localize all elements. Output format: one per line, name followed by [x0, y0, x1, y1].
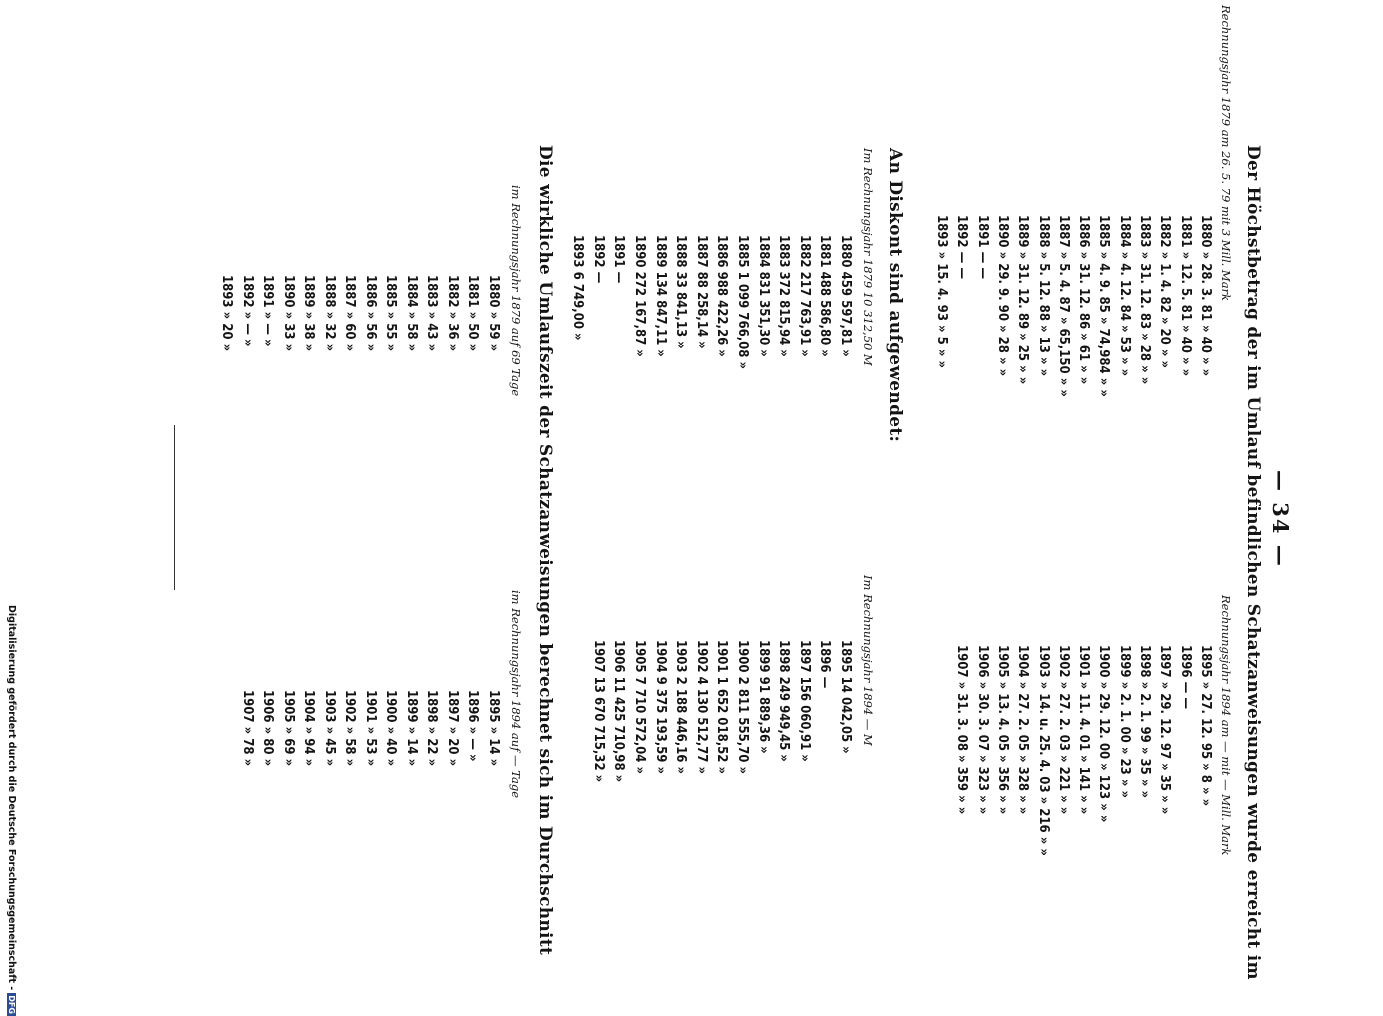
section2-row: 1885 1 099 766,08 »	[735, 235, 750, 370]
section3-row: 1895 » 14 »	[486, 690, 501, 767]
section2-row: 1881 488 586,80 »	[817, 235, 833, 357]
section3-row: 1897 » 20 »	[445, 690, 460, 767]
section3-row: 1893 » 20 »	[219, 275, 235, 352]
section2-row: 1898 249 949,45 »	[776, 640, 792, 762]
section3-row: 1883 » 43 »	[424, 275, 440, 352]
section2-row: 1893 6 749,00 »	[570, 235, 586, 341]
section3-row: 1898 » 22 »	[424, 690, 440, 767]
page-number: — 34 —	[1268, 470, 1293, 568]
section2-row: 1880 459 597,81 »	[838, 235, 853, 357]
footer-credit	[6, 605, 17, 1016]
section3-row: 1891 » — »	[260, 275, 276, 347]
section2-row: 1884 831 351,30 »	[755, 235, 771, 357]
section3-row: 1890 » 33 »	[281, 275, 296, 352]
section1-row: 1886 » 31. 12. 86 » 61 » »	[1076, 215, 1092, 385]
section3-row: 1889 » 38 »	[301, 275, 317, 352]
section3-row: 1884 » 58 »	[404, 275, 419, 352]
section2-row: 1899 91 889,36 »	[755, 640, 771, 754]
section1-row: 1895 » 27. 12. 95 » 8 » »	[1198, 645, 1213, 807]
section3-row: 1882 » 36 »	[445, 275, 460, 352]
section1-row: 1906 » 30. 3. 07 » 323 » »	[974, 645, 990, 815]
footer-credit-text: Digitalisierung gefördert durch die Deutsche Forschungsgemeinschaft -	[6, 605, 17, 991]
section3-row: 1888 » 32 »	[322, 275, 337, 352]
section2-row: 1901 1 652 018,52 »	[714, 640, 730, 775]
section1-row: 1891 — —	[974, 215, 990, 280]
section1-row: 1898 » 2. 1. 99 » 35 » »	[1137, 645, 1153, 799]
section3-row: 1885 » 55 »	[383, 275, 399, 352]
section1-row: 1904 » 27. 2. 05 » 328 » »	[1015, 645, 1031, 815]
section2-row: 1903 2 188 446,16 »	[673, 640, 689, 775]
section1-row: 1899 » 2. 1. 00 » 23 » »	[1116, 645, 1132, 799]
section2-row: 1896 —	[817, 640, 833, 689]
section2-row: 1907 13 670 715,32 »	[590, 640, 606, 783]
section3-row: 1886 » 56 »	[363, 275, 378, 352]
section3-row: 1900 » 40 »	[383, 690, 399, 767]
section1-row: 1885 » 4. 9. 85 » 74,984 » »	[1096, 215, 1112, 397]
section2-row: 1887 88 258,14 »	[693, 235, 709, 349]
section1-row: 1889 » 31. 12. 89 » 25 » »	[1015, 215, 1031, 385]
section3-row: 1899 » 14 »	[404, 690, 419, 767]
section1-row: 1883 » 31. 12. 83 » 28 » »	[1137, 215, 1153, 385]
section1-row: 1887 » 5. 4. 87 » 65,150 » »	[1055, 215, 1071, 397]
section3-row: 1907 » 78 »	[240, 690, 255, 767]
end-rule	[174, 425, 175, 590]
section1-row: 1905 » 13. 4. 05 » 356 » »	[995, 645, 1010, 815]
section1-row: 1902 » 27. 2. 03 » 221 » »	[1055, 645, 1071, 815]
section3-row: 1901 » 53 »	[363, 690, 378, 767]
section3-left-header: im Rechnungsjahr 1879 auf 69 Tage	[509, 185, 523, 397]
section2-row: 1882 217 763,91 »	[796, 235, 812, 357]
section1-row: 1896 — —	[1177, 645, 1193, 710]
section2-row: 1889 134 847,11 »	[652, 235, 668, 357]
section2-row: 1902 4 130 512,77 »	[693, 640, 709, 775]
section2-row: 1888 33 841,13 »	[673, 235, 689, 349]
section3-row: 1902 » 58 »	[342, 690, 358, 767]
section2-row: 1900 2 811 555,70 »	[735, 640, 750, 775]
section3-row: 1896 » — »	[465, 690, 481, 762]
section1-row: 1907 » 31. 3. 08 » 359 » »	[954, 645, 970, 815]
section1-row: 1897 » 29. 12. 97 » 35 » »	[1157, 645, 1173, 815]
section1-row: 1880 » 28. 3. 81 » 40 » »	[1198, 215, 1213, 377]
section3-row: 1903 » 45 »	[322, 690, 337, 767]
section2-row: 1897 156 060,91 »	[796, 640, 812, 762]
section3-row: 1892 » — »	[240, 275, 255, 347]
section1-row: 1893 » 15. 4. 93 » 5 » »	[934, 215, 950, 369]
section2-row: 1895 14 042,05 »	[838, 640, 853, 754]
section2-heading: An Diskont sind aufgewendet:	[885, 148, 905, 443]
section1-row: 1900 » 29. 12. 00 » 123 » »	[1096, 645, 1112, 823]
section2-row: 1891 —	[611, 235, 627, 284]
section1-row: 1888 » 5. 12. 88 » 13 » »	[1035, 215, 1051, 377]
section1-row: 1884 » 4. 12. 84 » 53 » »	[1116, 215, 1132, 377]
section1-right-header: Rechnungsjahr 1894 am — mit — Mill. Mark	[1219, 595, 1233, 856]
section1-row: 1892 — —	[954, 215, 970, 280]
section3-row: 1880 » 59 »	[486, 275, 501, 352]
section2-row: 1890 272 167,87 »	[632, 235, 647, 357]
section2-row: 1906 11 425 710,98 »	[611, 640, 627, 783]
section1-row: 1890 » 29. 9. 90 » 28 » »	[995, 215, 1010, 377]
section3-row: 1881 » 50 »	[465, 275, 481, 352]
section3-row: 1904 » 94 »	[301, 690, 317, 767]
section3-right-header: im Rechnungsjahr 1894 auf — Tage	[509, 590, 523, 799]
section2-row: 1904 9 375 193,59 »	[652, 640, 668, 775]
section3-row: 1905 » 69 »	[281, 690, 296, 767]
dfg-logo: DFG	[7, 995, 16, 1014]
section2-row: 1883 372 815,94 »	[776, 235, 792, 357]
section2-row: 1892 —	[590, 235, 606, 284]
section3-heading: Die wirkliche Umlaufszeit der Schatzanweisungen berechnet sich im Durchschnitt	[535, 145, 555, 956]
section1-row: 1882 » 1. 4. 82 » 20 » »	[1157, 215, 1173, 369]
section1-row: 1881 » 12. 5. 81 » 40 » »	[1177, 215, 1193, 377]
section3-row: 1887 » 60 »	[342, 275, 358, 352]
section2-row: 1905 7 710 572,04 »	[632, 640, 647, 775]
section3-row: 1906 » 80 »	[260, 690, 276, 767]
section1-heading: Der Höchstbetrag der im Umlauf befindlichen Schatzanweisungen wurde erreicht im	[1243, 145, 1263, 980]
section1-left-header: Rechnungsjahr 1879 am 26. 5. 79 mit 3 Mill. Mark	[1219, 5, 1233, 302]
section2-left-header: Im Rechnungsjahr 1879 10 312,50 M	[861, 148, 875, 366]
section2-row: 1886 988 422,26 »	[714, 235, 730, 357]
section2-right-header: Im Rechnungsjahr 1894 — M	[861, 575, 875, 746]
section1-row: 1901 » 11. 4. 01 » 141 » »	[1076, 645, 1092, 815]
section1-row: 1903 » 14. u. 25. 4. 03 » 216 » »	[1035, 645, 1051, 856]
